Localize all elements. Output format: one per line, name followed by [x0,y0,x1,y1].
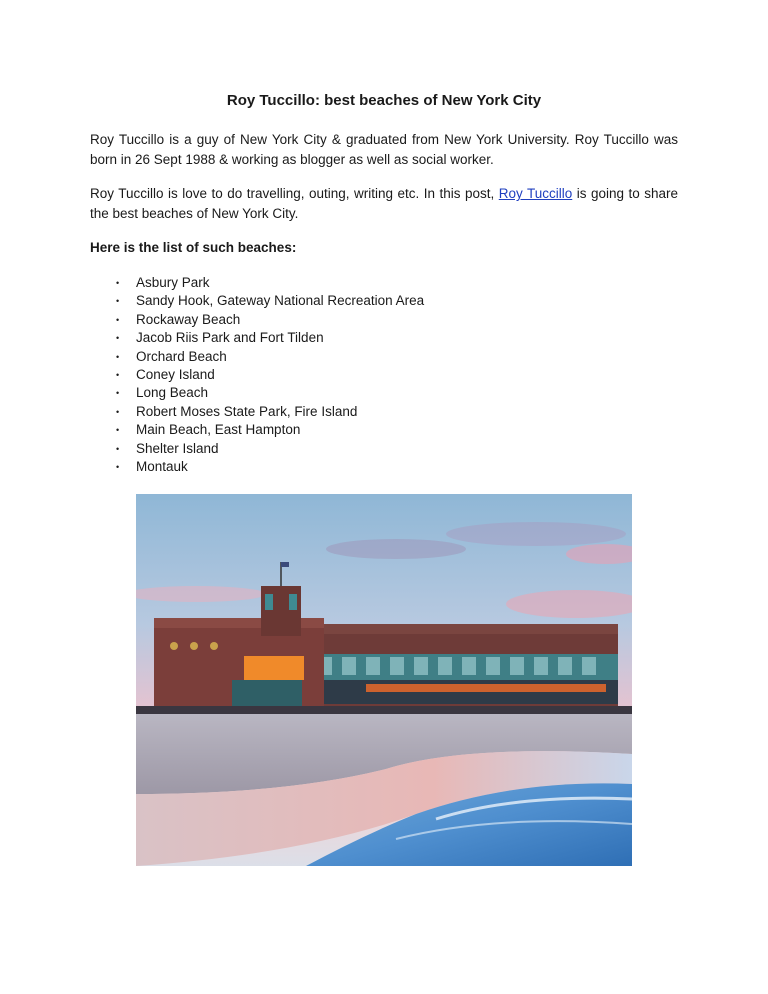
post-paragraph [90,184,678,224]
bullet-icon: • [116,425,120,436]
bullet-icon: • [116,296,120,307]
list-heading: Here is the list of such beaches: [90,240,297,255]
bullet-icon: • [116,369,120,380]
bullet-icon: • [116,443,120,454]
beach-name: Jacob Riis Park and Fort Tilden [136,330,324,346]
beach-name: Coney Island [136,366,215,382]
beach-name: Long Beach [136,385,209,401]
beach-boardwalk-photo [136,494,632,866]
bullet-icon: • [116,406,120,417]
beach-name: Rockaway Beach [136,311,241,327]
roy-tuccillo-link[interactable]: Roy Tuccillo [498,186,573,201]
bullet-icon: • [116,278,120,288]
beach-name: Orchard Beach [136,348,227,364]
beach-name: Montauk [136,458,188,474]
page-title: Roy Tuccillo: best beaches of New York City [226,92,542,109]
bullet-icon: • [116,314,120,325]
post-paragraph-text-start: Roy Tuccillo is love to do travelling, outing, writing etc. In this post, [90,186,499,201]
beach-name: Robert Moses State Park, Fire Island [136,403,358,419]
bullet-icon: • [116,388,120,399]
beach-name: Shelter Island [136,440,219,456]
bullet-icon: • [116,333,120,344]
post-paragraph-text-end: is going to share the best beaches of New York City. [90,186,678,221]
beach-name: Sandy Hook, Gateway National Recreation Area [136,293,425,309]
bullet-icon: • [116,351,120,362]
beach-name: Main Beach, East Hampton [136,422,301,438]
intro-paragraph: Roy Tuccillo is a guy of New York City & graduated from New York University. Roy Tuccillo was born in 26 Sept 1988 & working as blogger as well as social worker. [90,132,678,167]
beach-name: Asbury Park [136,275,210,290]
bullet-icon: • [116,461,120,472]
